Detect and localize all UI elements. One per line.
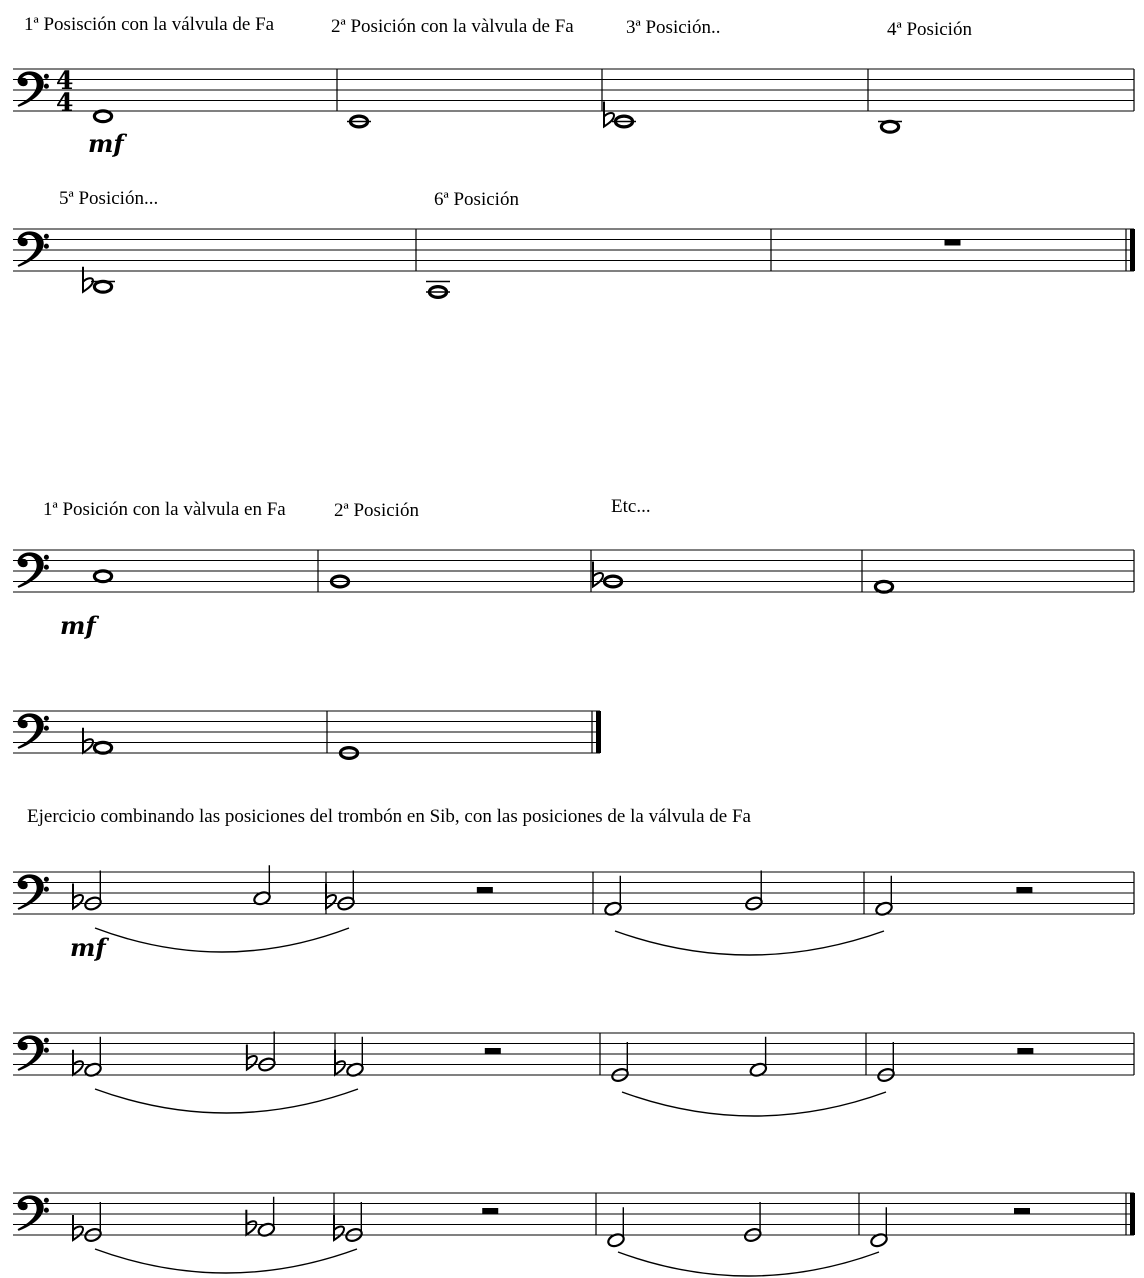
staff-4-final-barline-thick bbox=[596, 711, 601, 753]
staff-5-bass-clef bbox=[18, 874, 49, 910]
dynamic-mf-staff-3: mf bbox=[60, 611, 96, 640]
staff-1-time-denominator: 4 bbox=[56, 88, 74, 117]
staff-7-final-barline-thick bbox=[1130, 1193, 1135, 1235]
staff-6-bass-clef bbox=[18, 1035, 49, 1071]
staff-2-label-pos6: 6ª Posición bbox=[434, 189, 519, 210]
staff-7-measure-2-rest bbox=[482, 1208, 498, 1214]
staff-5-measure-1-note-1-flat bbox=[73, 884, 83, 909]
staff-7-measure-4-rest bbox=[1014, 1208, 1030, 1214]
staff-4-measure-1-note-1 bbox=[94, 742, 111, 753]
staff-5-measure-2-rest bbox=[477, 887, 493, 893]
staff-5-measure-4-rest bbox=[1016, 887, 1032, 893]
staff-3-label-etc: Etc... bbox=[611, 496, 651, 517]
exercise-title: Ejercicio combinando las posiciones del trombón en Sib, con las posiciones de la válvula de Fa bbox=[27, 806, 751, 827]
staff-2-bass-clef bbox=[18, 231, 49, 267]
staff-6-slur-1 bbox=[95, 1089, 358, 1113]
staff-1-measure-1-note-1 bbox=[94, 111, 111, 122]
staff-5-slur-1 bbox=[95, 928, 349, 952]
staff-2-final-barline-thick bbox=[1130, 229, 1135, 271]
staff-7-bass-clef bbox=[18, 1195, 49, 1231]
staff-6-measure-1-note-2-flat bbox=[247, 1045, 257, 1070]
staff-3-measure-4-note-1 bbox=[875, 581, 892, 592]
staff-5-slur-2 bbox=[615, 931, 884, 955]
staff-2-label-pos5: 5ª Posición... bbox=[59, 188, 159, 209]
staff-2-measure-1-note-1 bbox=[94, 281, 111, 292]
staff-7-slur-2 bbox=[618, 1252, 879, 1276]
staff-1-bass-clef bbox=[18, 71, 49, 107]
staff-6-slur-2 bbox=[622, 1092, 886, 1116]
dynamic-mf-staff-5: mf bbox=[70, 933, 106, 962]
staff-1-measure-4-note-1 bbox=[881, 121, 898, 132]
dynamic-mf-staff-1: mf bbox=[88, 129, 124, 158]
staff-3-measure-3-note-1-flat bbox=[593, 562, 603, 587]
staff-1-label-pos1: 1ª Posisción con la válvula de Fa bbox=[24, 14, 275, 35]
staff-3-label-pos1: 1ª Posición con la vàlvula en Fa bbox=[43, 499, 286, 520]
staff-3-measure-1-note-1 bbox=[94, 571, 111, 582]
staff-4-bass-clef bbox=[18, 713, 49, 749]
staff-6-measure-4-rest bbox=[1017, 1048, 1033, 1054]
staff-7-measure-2-note-1-flat bbox=[334, 1215, 344, 1240]
staff-1-label-pos4: 4ª Posición bbox=[887, 19, 972, 40]
staff-1-label-pos3: 3ª Posición.. bbox=[626, 17, 721, 38]
staff-1-time-numerator: 4 bbox=[56, 66, 74, 95]
staff-7-measure-1-note-1-flat bbox=[73, 1215, 83, 1240]
staff-1-measure-3-note-1-flat bbox=[604, 102, 614, 127]
staff-7-slur-1 bbox=[95, 1249, 357, 1273]
staff-1-label-pos2: 2ª Posición con la vàlvula de Fa bbox=[331, 16, 574, 37]
staff-6-measure-2-rest bbox=[485, 1048, 501, 1054]
staff-3-label-pos2: 2ª Posición bbox=[334, 500, 419, 521]
staff-3-bass-clef bbox=[18, 552, 49, 588]
staff-2-measure-3-rest bbox=[945, 240, 961, 246]
staff-5-measure-2-note-1-flat bbox=[326, 884, 336, 909]
